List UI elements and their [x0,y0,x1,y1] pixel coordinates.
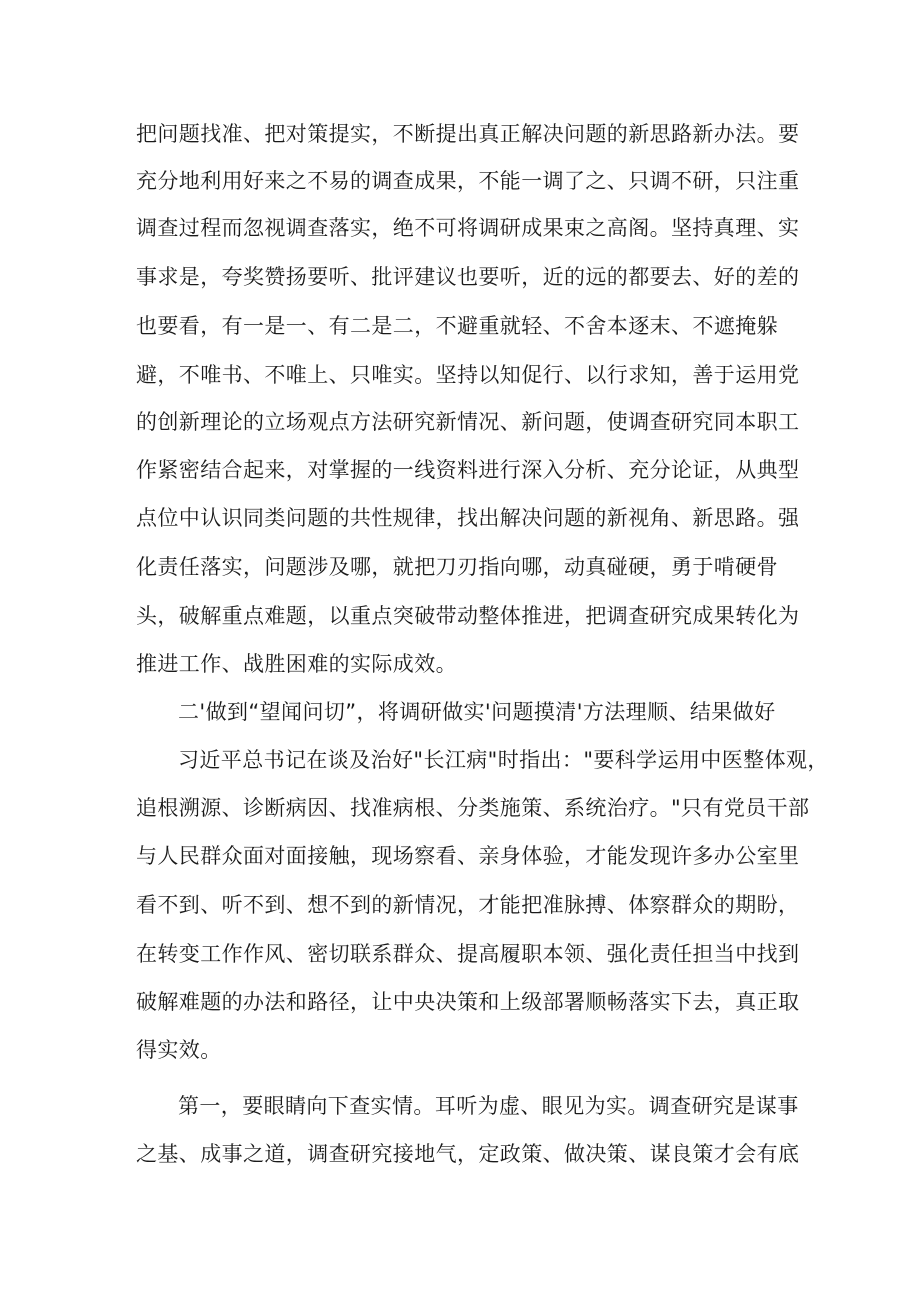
section-heading: 二'做到“望闻问切”，将调研做实'问题摸清'方法理顺、结果做好 [178,700,776,724]
text-line: 习近平总书记在谈及治好"长江病"时指出："要科学运用中医整体观， [178,748,829,772]
text-line: 追根溯源、诊断病因、找准病根、分类施策、系统治疗。"只有党员干部 [136,796,810,820]
text-line: 破解难题的办法和路径，让中央决策和上级部署顺畅落实下去，真正取 [136,990,800,1014]
text-line: 把问题找准、把对策提实，不断提出真正解决问题的新思路新办法。要 [136,122,800,146]
text-line: 推进工作、战胜困难的实际成效。 [136,652,457,676]
text-line: 点位中认识同类问题的共性规律，找出解决问题的新视角、新思路。强 [136,506,800,530]
text-line: 调查过程而忽视调查落实，绝不可将调研成果束之高阁。坚持真理、实 [136,216,800,240]
text-line: 与人民群众面对面接触，现场察看、亲身体验，才能发现许多办公室里 [136,844,800,868]
text-line: 事求是，夸奖赞扬要听、批评建议也要听，近的远的都要去、好的差的 [136,265,800,289]
text-line: 的创新理论的立场观点方法研究新情况、新问题，使调查研究同本职工 [136,410,800,434]
text-line: 避，不唯书、不唯上、只唯实。坚持以知促行、以行求知，善于运用党 [136,363,800,387]
text-line: 在转变工作作风、密切联系群众、提高履职本领、强化责任担当中找到 [136,942,800,966]
text-line: 头，破解重点难题，以重点突破带动整体推进，把调查研究成果转化为 [136,604,800,628]
text-line: 作紧密结合起来，对掌握的一线资料进行深入分析、充分论证，从典型 [136,458,800,482]
text-line: 充分地利用好来之不易的调查成果，不能一调了之、只调不研，只注重 [136,169,800,193]
text-line: 得实效。 [136,1038,222,1062]
text-line: 第一，要眼睛向下查实情。耳听为虚、眼见为实。调查研究是谋事 [178,1094,799,1118]
text-line: 看不到、听不到、想不到的新情况，才能把准脉搏、体察群众的期盼， [136,893,800,917]
text-line: 化责任落实，问题涉及哪，就把刀刃指向哪，动真碰硬，勇于啃硬骨 [136,555,778,579]
text-line: 也要看，有一是一、有二是二，不避重就轻、不舍本逐末、不遮掩躲 [136,314,778,338]
text-line: 之基、成事之道，调查研究接地气，定政策、做决策、谋良策才会有底 [136,1142,800,1166]
